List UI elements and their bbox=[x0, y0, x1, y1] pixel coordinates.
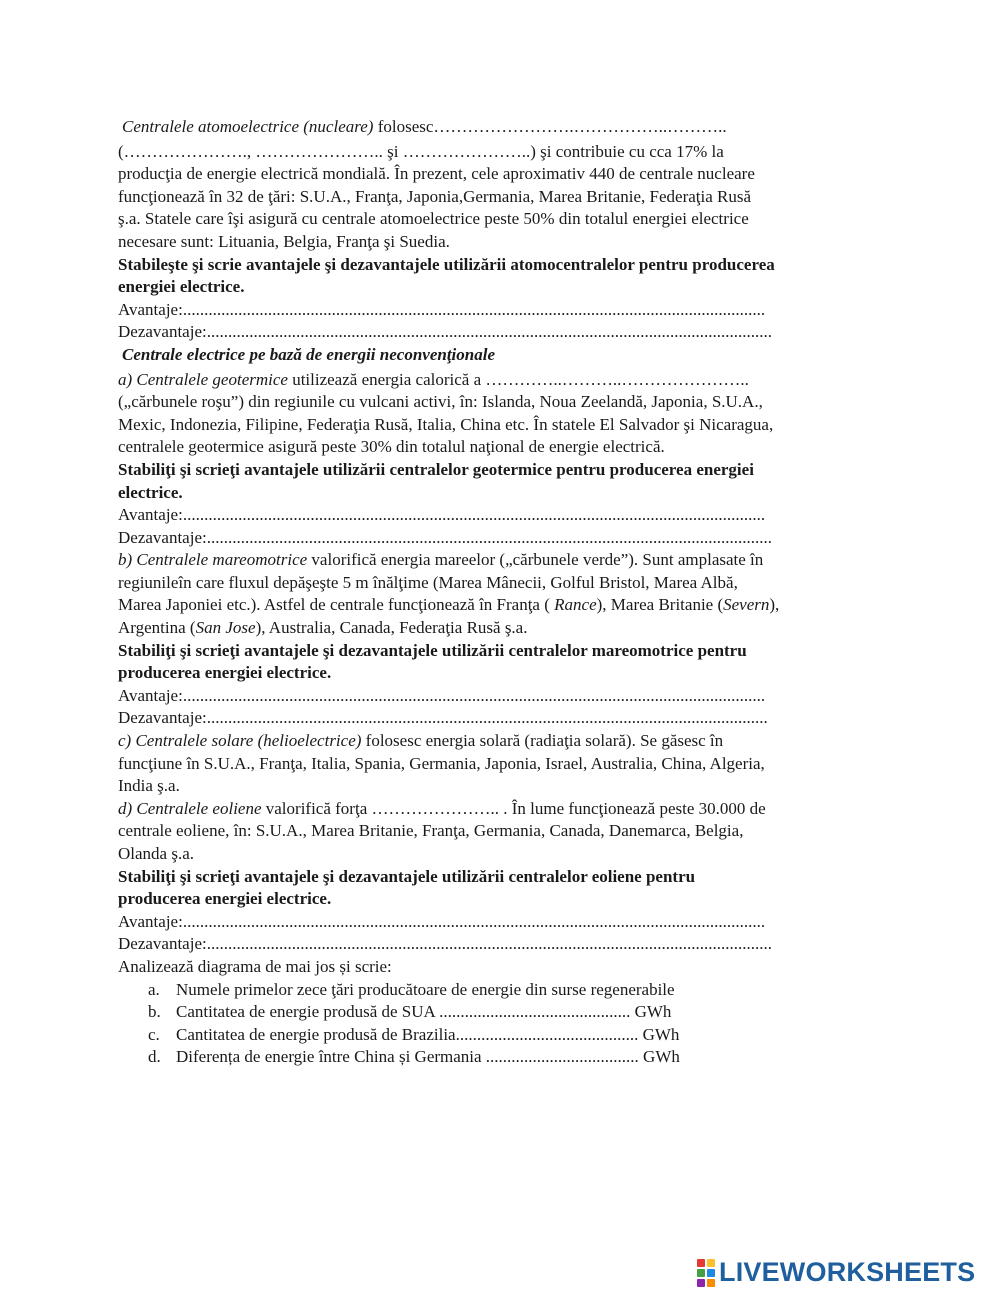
severn-name: Severn bbox=[723, 595, 770, 615]
logo-square bbox=[697, 1269, 705, 1277]
analysis-intro: Analizează diagrama de mai jos și scrie: bbox=[118, 956, 392, 976]
usa-energy-field[interactable]: Cantitatea de energie produsă de SUA ............................................. GWh bbox=[176, 1002, 672, 1022]
geothermal-line-1 bbox=[118, 369, 888, 392]
logo-square bbox=[697, 1259, 705, 1267]
tidal-label: b) Centralele mareomotrice bbox=[118, 550, 308, 570]
list-marker: c. bbox=[148, 1024, 160, 1044]
wind-label: d) Centralele eoliene bbox=[118, 798, 262, 818]
solar-line-2: funcţiune în S.U.A., Franţa, Italia, Spania, Germania, Japonia, Israel, Australia, China, Algeria, bbox=[118, 753, 765, 773]
tidal-line-2: regiunileîn care fluxul depăşeşte 5 m înălţime (Marea Mânecii, Golful Bristol, Marea Albă, bbox=[118, 572, 738, 592]
logo-text: LIVEWORKSHEETS bbox=[719, 1257, 976, 1287]
list-item bbox=[148, 979, 888, 1002]
geothermal-line-4: centralele geotermice asigură peste 30% din totalul naţional de energie electrică. bbox=[118, 437, 665, 457]
tidal-line-3 bbox=[118, 594, 888, 617]
liveworksheets-logo[interactable] bbox=[697, 1257, 975, 1288]
nuclear-intro-line-1 bbox=[118, 116, 888, 141]
brazil-energy-field[interactable]: Cantitatea de energie produsă de Brazilia........................................... GWh bbox=[176, 1024, 680, 1044]
geothermal-line-2: („cărbunele roşu”) din regiunile cu vulcani activi, în: Islanda, Noua Zeelandă, Japonia, S.U.A., bbox=[118, 392, 763, 412]
nuclear-line-2: (…………………., ………………….. şi …………………..) şi contribuie cu cca 17% la bbox=[118, 141, 724, 161]
tidal-text: Marea Japoniei etc.). Astfel de centrale funcţionează în Franţa ( bbox=[118, 595, 555, 615]
wind-line-3: Olanda ş.a. bbox=[118, 844, 195, 863]
nuclear-line-3: producţia de energie electrică mondială. În prezent, cele aproximativ 440 de centrale nucleare bbox=[118, 164, 755, 184]
nuclear-line-6: necesare sunt: Lituania, Belgia, Franţa şi Suedia. bbox=[118, 231, 450, 251]
tidal-task-line-1: Stabiliţi şi scrieţi avantajele şi dezavantajele utilizării centralelor mareomotrice pentru bbox=[118, 640, 747, 660]
list-item[interactable] bbox=[148, 1001, 888, 1024]
nuclear-task-line-2: energiei electrice. bbox=[118, 277, 245, 297]
wind-line-1 bbox=[118, 798, 888, 821]
analysis-task-list bbox=[118, 979, 888, 1069]
liveworksheets-logo-icon bbox=[697, 1259, 715, 1287]
unconventional-title: Centrale electrice pe bază de energii neconvenţionale bbox=[122, 344, 495, 364]
geothermal-advantages-field[interactable]: Avantaje:......................................................................................................................................... bbox=[118, 505, 766, 525]
task-text: Numele primelor zece ţări producătoare de energie din surse regenerabile bbox=[176, 979, 675, 999]
china-germany-difference-field[interactable]: Diferența de energie între China și Germania .................................... GWh bbox=[176, 1047, 680, 1067]
worksheet-body bbox=[118, 116, 888, 1069]
tidal-line-1 bbox=[118, 549, 888, 572]
tidal-disadvantages-field[interactable]: Dezavantaje:.................................................................................................................................... bbox=[118, 708, 768, 728]
tidal-text: ), Marea Britanie ( bbox=[596, 595, 724, 615]
logo-square bbox=[697, 1279, 705, 1287]
list-marker: d. bbox=[148, 1047, 161, 1067]
solar-label: c) Centralele solare (helioelectrice) bbox=[118, 731, 362, 751]
wind-task-line-2: producerea energiei electrice. bbox=[118, 889, 332, 909]
san-jose-name: San Jose bbox=[195, 618, 256, 638]
nuclear-text: folosesc…………………….……………..……….. bbox=[373, 117, 727, 136]
geothermal-text: utilizează energia calorică a …………..………..………………….. bbox=[287, 369, 749, 389]
nuclear-line-5: ş.a. Statele care îşi asigură cu centrale atomoelectrice peste 50% din totalul energiei electrice bbox=[118, 209, 749, 229]
tidal-text: ), bbox=[769, 595, 780, 615]
tidal-advantages-field[interactable]: Avantaje:......................................................................................................................................... bbox=[118, 685, 766, 705]
logo-square bbox=[707, 1279, 715, 1287]
list-marker: a. bbox=[148, 979, 160, 999]
geothermal-disadvantages-field[interactable]: Dezavantaje:..................................................................................................................................... bbox=[118, 527, 772, 547]
tidal-line-4 bbox=[118, 617, 888, 640]
geothermal-line-3: Mexic, Indonezia, Filipine, Federaţia Rusă, Italia, China etc. În statele El Salvador şi Nicaragua, bbox=[118, 414, 774, 434]
tidal-text: ), Australia, Canada, Federaţia Rusă ş.a. bbox=[255, 618, 528, 638]
nuclear-title: Centralele atomoelectrice (nucleare) bbox=[122, 117, 374, 136]
solar-text: folosesc energia solară (radiaţia solară). Se găsesc în bbox=[361, 731, 724, 751]
wind-text: valorifică forţa ………………….. . În lume funcţionează peste 30.000 de bbox=[261, 798, 766, 818]
tidal-task-line-2: producerea energiei electrice. bbox=[118, 663, 332, 683]
wind-line-2: centrale eoliene, în: S.U.A., Marea Britanie, Franţa, Germania, Canada, Danemarca, Belgia, bbox=[118, 821, 744, 841]
tidal-text: valorifică energia mareelor („cărbunele verde”). Sunt amplasate în bbox=[307, 550, 764, 570]
geothermal-label: a) Centralele geotermice bbox=[118, 369, 288, 389]
unconventional-heading bbox=[118, 344, 888, 369]
nuclear-line-4: funcţionează în 32 de ţări: S.U.A., Franţa, Japonia,Germania, Marea Britanie, Federaţia Rusă bbox=[118, 186, 752, 206]
wind-task-line-1: Stabiliţi şi scrieţi avantajele şi dezavantajele utilizării centralelor eoliene pentru bbox=[118, 866, 696, 886]
logo-square bbox=[707, 1259, 715, 1267]
geothermal-task-line-1: Stabiliţi şi scrieţi avantajele utilizării centralelor geotermice pentru producerea energiei bbox=[118, 459, 754, 479]
wind-advantages-field[interactable]: Avantaje:......................................................................................................................................... bbox=[118, 911, 766, 931]
nuclear-advantages-field[interactable]: Avantaje:......................................................................................................................................... bbox=[118, 299, 766, 319]
geothermal-task-line-2: electrice. bbox=[118, 482, 183, 502]
list-item[interactable] bbox=[148, 1046, 888, 1069]
rance-name: Rance bbox=[554, 595, 597, 615]
list-marker: b. bbox=[148, 1002, 161, 1022]
wind-disadvantages-field[interactable]: Dezavantaje:..................................................................................................................................... bbox=[118, 934, 772, 954]
tidal-text: Argentina ( bbox=[118, 618, 196, 638]
nuclear-disadvantages-field[interactable]: Dezavantaje:..................................................................................................................................... bbox=[118, 322, 772, 342]
solar-line-1 bbox=[118, 730, 888, 753]
list-item[interactable] bbox=[148, 1024, 888, 1047]
logo-square bbox=[707, 1269, 715, 1277]
solar-line-3: India ş.a. bbox=[118, 776, 180, 796]
nuclear-task-line-1: Stabileşte şi scrie avantajele şi dezavantajele utilizării atomocentralelor pentru producerea bbox=[118, 254, 775, 274]
